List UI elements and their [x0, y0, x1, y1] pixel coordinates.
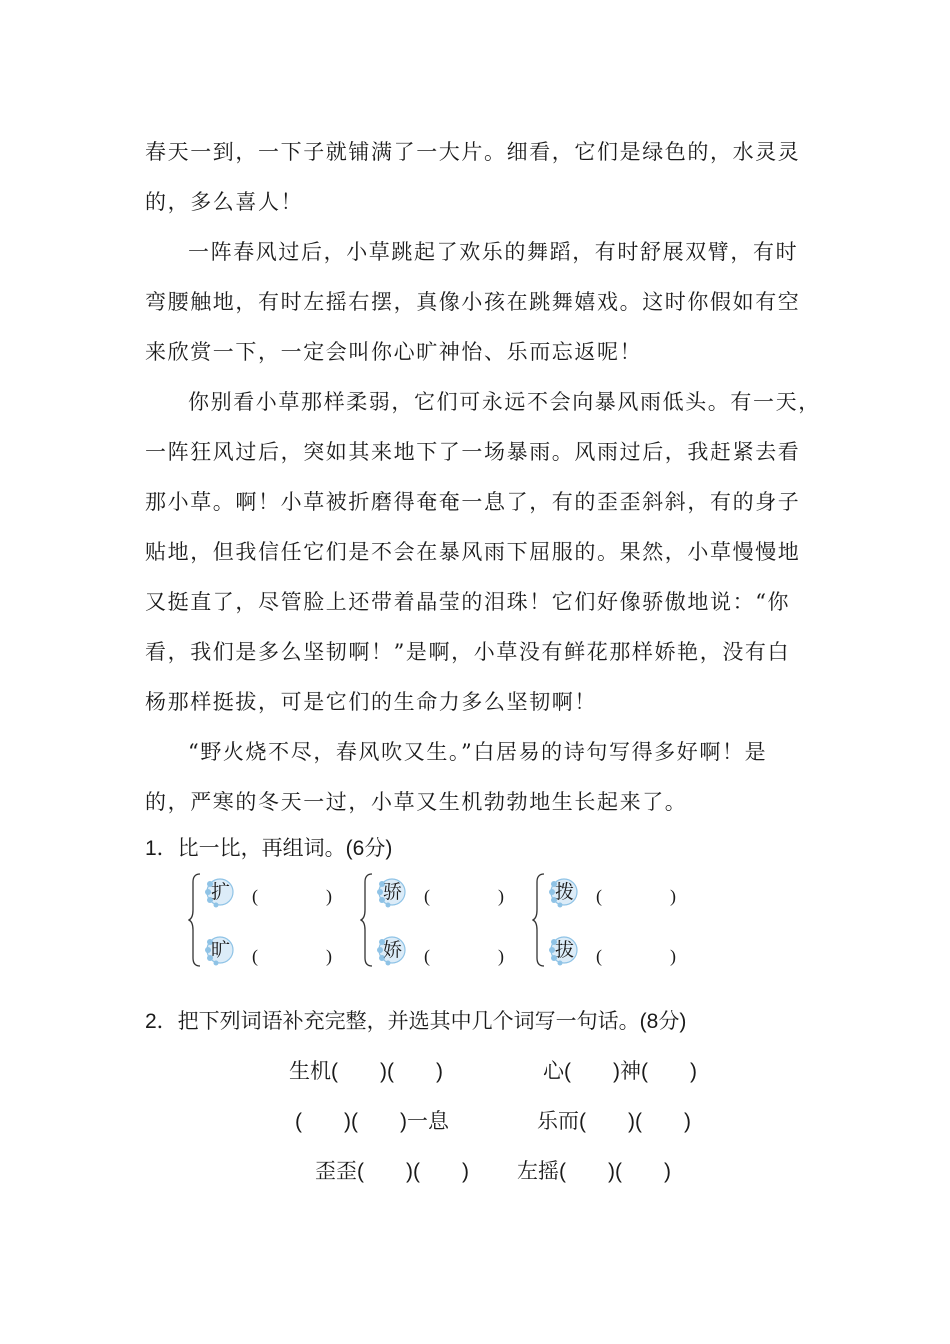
passage-line: 来欣赏一下，一定会叫你心旷神怡、乐而忘返呢！: [145, 340, 643, 364]
passage-line: 的，严寒的冬天一过，小草又生机勃勃地生长起来了。: [145, 790, 688, 814]
passage-line: 杨那样挺拔，可是它们的生命力多么坚韧啊！: [145, 690, 597, 714]
answer-paren-close: ): [498, 886, 504, 906]
passage-line: 一阵春风过后，小草跳起了欢乐的舞蹈，有时舒展双臂，有时: [188, 240, 799, 264]
answer-paren-open: (: [596, 886, 602, 906]
passage-line: 那小草。啊！小草被折磨得奄奄一息了，有的歪歪斜斜，有的身子: [145, 490, 801, 514]
answer-paren-close: ): [326, 886, 332, 906]
answer-paren-open: (: [424, 886, 430, 906]
idiom-blank: 心( )神( ): [543, 1060, 697, 1083]
passage-line: 看，我们是多么坚韧啊！”是啊，小草没有鲜花那样娇艳，没有白: [145, 640, 791, 664]
compare-char: 拔: [555, 939, 575, 961]
compare-char: 娇: [383, 939, 403, 961]
answer-paren-close: ): [326, 946, 332, 966]
passage-line: 你别看小草那样柔弱，它们可永远不会向暴风雨低头。有一天，: [188, 390, 821, 414]
idiom-blank: 生机( )( ): [289, 1060, 443, 1083]
flower-badge: [548, 876, 580, 908]
flower-badge: [548, 934, 580, 966]
compare-char: 旷: [211, 939, 231, 961]
question-1-title: 1．比一比，再组词。(6分): [145, 837, 393, 860]
passage-line: 春天一到，一下子就铺满了一大片。细看，它们是绿色的，水灵灵: [145, 140, 801, 164]
compare-char: 骄: [383, 881, 403, 903]
question-2-title: 2．把下列词语补充完整，并选其中几个词写一句话。(8分): [145, 1010, 687, 1033]
answer-paren-close: ): [670, 946, 676, 966]
passage-line: 的，多么喜人！: [145, 190, 304, 214]
passage-line: 一阵狂风过后，突如其来地下了一场暴雨。风雨过后，我赶紧去看: [145, 440, 801, 464]
answer-paren-open: (: [252, 886, 258, 906]
passage-line: 弯腰触地，有时左摇右摆，真像小孩在跳舞嬉戏。这时你假如有空: [145, 290, 801, 314]
compare-group: [360, 872, 520, 968]
compare-group: [532, 872, 692, 968]
brace-icon: [360, 872, 374, 968]
brace-icon: [188, 872, 202, 968]
answer-paren-close: ): [670, 886, 676, 906]
idiom-blank: 歪歪( )( ): [315, 1160, 469, 1183]
compare-char: 扩: [211, 881, 231, 903]
passage-line: 又挺直了，尽管脸上还带着晶莹的泪珠！它们好像骄傲地说：“你: [145, 590, 791, 614]
flower-badge: [376, 934, 408, 966]
passage-line: “野火烧不尽，春风吹又生。”白居易的诗句写得多好啊！是: [188, 740, 768, 764]
idiom-blank: ( )( )一息: [295, 1110, 449, 1133]
idiom-blank: 左摇( )( ): [517, 1160, 671, 1183]
passage-line: 贴地，但我信任它们是不会在暴风雨下屈服的。果然，小草慢慢地: [145, 540, 801, 564]
flower-badge: [376, 876, 408, 908]
flower-badge: [204, 876, 236, 908]
flower-badge: [204, 934, 236, 966]
compare-group: [188, 872, 348, 968]
answer-paren-open: (: [252, 946, 258, 966]
compare-char: 拨: [555, 881, 575, 903]
answer-paren-close: ): [498, 946, 504, 966]
answer-paren-open: (: [596, 946, 602, 966]
answer-paren-open: (: [424, 946, 430, 966]
brace-icon: [532, 872, 546, 968]
idiom-blank: 乐而( )( ): [537, 1110, 691, 1133]
